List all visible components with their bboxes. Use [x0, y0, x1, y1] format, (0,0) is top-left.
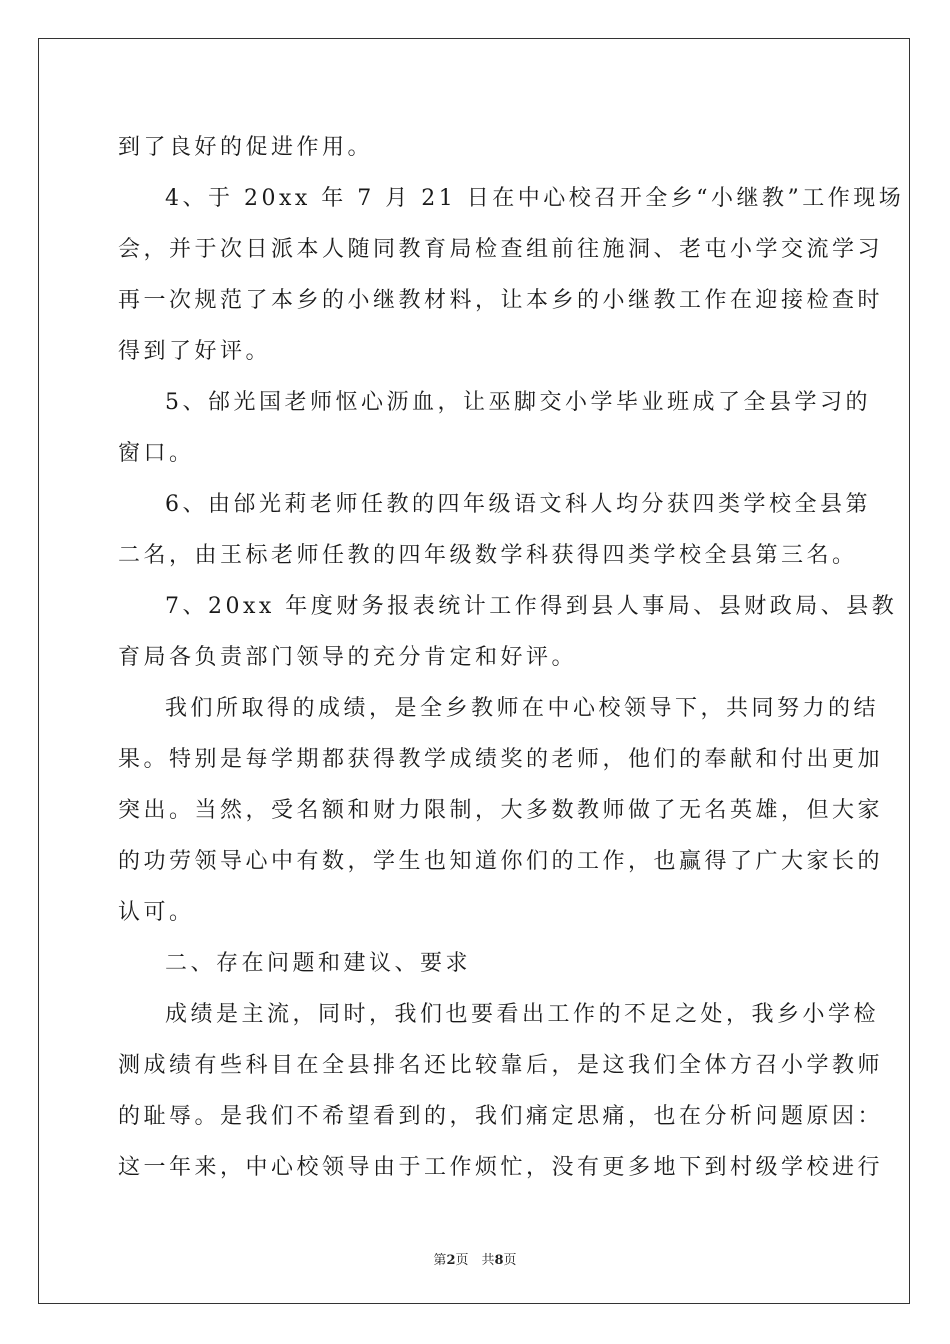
section-heading-problems: 二、存在问题和建议、要求	[165, 951, 472, 976]
paragraph-item-7: 7、20xx 年度财务报表统计工作得到县人事局、县财政局、县教	[165, 594, 898, 619]
current-page-number: 2	[446, 1253, 456, 1268]
paragraph-achievements: 我们所取得的成绩，是全乡教师在中心校领导下，共同努力的结	[165, 696, 880, 721]
text-line: 得到了好评。	[118, 339, 272, 364]
total-pages-number: 8	[494, 1253, 504, 1268]
text-line: 到了良好的促进作用。	[118, 135, 374, 160]
text-line: 二名，由王标老师任教的四年级数学科获得四类学校全县第三名。	[118, 543, 858, 568]
paragraph-item-4: 4、于 20xx 年 7 月 21 日在中心校召开全乡“小继教”工作现场	[165, 186, 905, 211]
text-line: 育局各负责部门领导的充分肯定和好评。	[118, 645, 578, 670]
paragraph-problems: 成绩是主流，同时，我们也要看出工作的不足之处，我乡小学检	[165, 1002, 880, 1027]
page-prefix: 第	[433, 1253, 447, 1268]
page-suffix: 页	[503, 1253, 517, 1268]
text-line: 突出。当然，受名额和财力限制，大多数教师做了无名英雄，但大家	[118, 798, 884, 823]
text-line: 这一年来，中心校领导由于工作烦忙，没有更多地下到村级学校进行	[118, 1155, 884, 1180]
text-line: 窗口。	[118, 441, 195, 466]
text-line: 会，并于次日派本人随同教育局检查组前往施洞、老屯小学交流学习	[118, 237, 884, 262]
text-line: 的功劳领导心中有数，学生也知道你们的工作，也赢得了广大家长的	[118, 849, 884, 874]
text-line: 的耻辱。是我们不希望看到的，我们痛定思痛，也在分析问题原因：	[118, 1104, 884, 1129]
page-footer	[0, 1249, 950, 1268]
paragraph-item-5: 5、邰光国老师怄心沥血，让巫脚交小学毕业班成了全县学习的	[165, 390, 871, 415]
text-line: 测成绩有些科目在全县排名还比较靠后，是这我们全体方召小学教师	[118, 1053, 884, 1078]
text-line: 认可。	[118, 900, 195, 925]
document-body	[118, 122, 905, 1193]
page-mid: 页 共	[455, 1253, 495, 1268]
text-line: 再一次规范了本乡的小继教材料，让本乡的小继教工作在迎接检查时	[118, 288, 884, 313]
text-line: 果。特别是每学期都获得教学成绩奖的老师，他们的奉献和付出更加	[118, 747, 884, 772]
paragraph-item-6: 6、由邰光莉老师任教的四年级语文科人均分获四类学校全县第	[165, 492, 871, 517]
